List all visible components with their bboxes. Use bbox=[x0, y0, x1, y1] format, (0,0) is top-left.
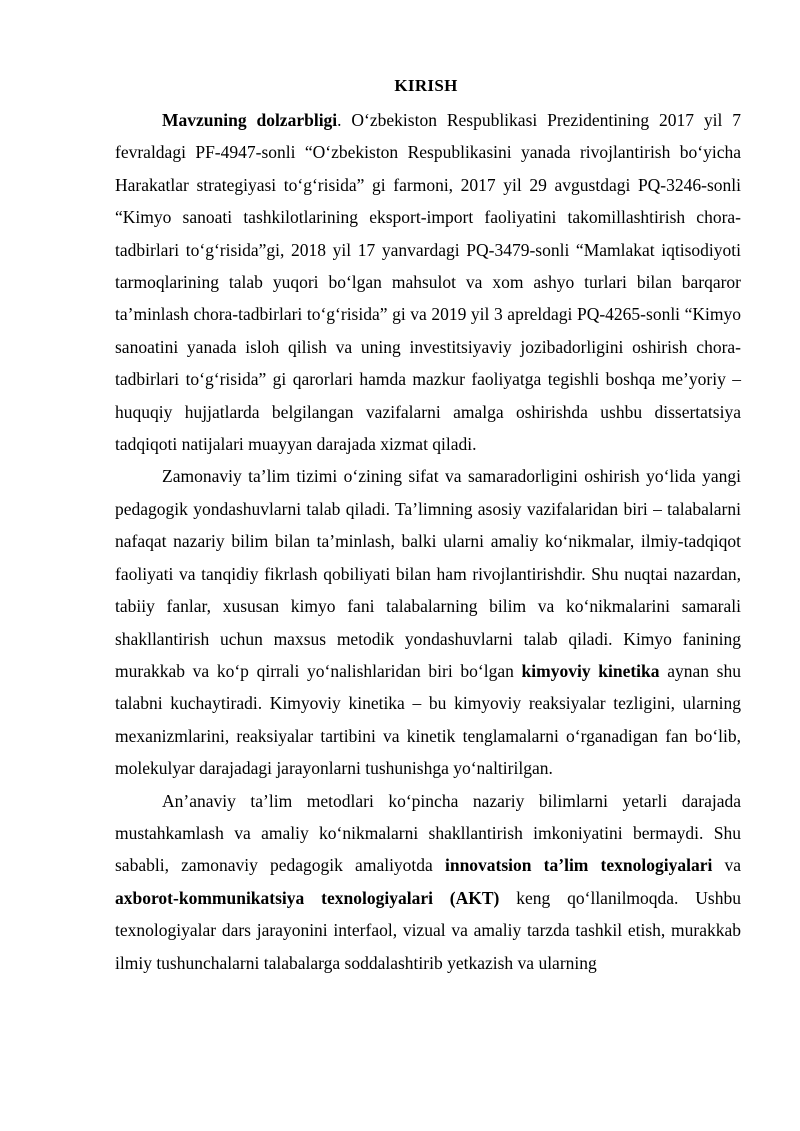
paragraph-text: An’anaviy ta’lim metodlari ko‘pincha nazariy bilimlarni yetarli darajada mustahkamlash va amaliy ko‘nikmalarni shakllantirish imkoniyatini bermaydi. Shu sababli, zamonaviy pedagogik amaliyotda bbox=[115, 790, 741, 876]
relevance-heading: Mavzuning dolzarbligi bbox=[162, 110, 338, 130]
paragraph-text: . O‘zbekiston Respublikasi Prezidentining 2017 yil 7 fevraldagi PF-4947-sonli “O‘zbekiston Respublikasini yanada rivojlantirish bo‘yicha Harakatlar strategiyasi to‘g‘risida” gi farmoni, 2017 yil 29 avgustdagi PQ-3246-sonli “Kimyo sanoati tashkilotlarining eksport-import faoliyatini takomillashtirish chora-tadbirlari to‘g‘risida”gi, 2018 yil 17 yanvardagi PQ-3479-sonli “Mamlakat iqtisodiyoti tarmoqlarining talab yuqori bo‘lgan mahsulot va xom ashyo turlari bilan barqaror ta’minlash chora-tadbirlari to‘g‘risida” gi va 2019 yil 3 apreldagi PQ-4265-sonli “Kimyo sanoatini yanada isloh qilish va uning investitsiyaviy jozibadorligini oshirish chora-tadbirlari to‘g‘risida” gi qarorlari hamda mazkur faoliyatga tegishli boshqa me’yoriy – huquqiy hujjatlarda belgilangan vazifalarni amalga oshirishda ushbu dissertatsiya tadqiqoti natijalari muayyan darajada xizmat qiladi. bbox=[115, 110, 742, 455]
paragraph-text: va bbox=[712, 855, 741, 876]
paragraph-relevance bbox=[115, 104, 741, 460]
bold-term-kinetics: kimyoviy kinetika bbox=[521, 660, 660, 681]
bold-term-innovative-tech: innovatsion ta’lim texnologiyalari bbox=[444, 855, 713, 876]
document-body bbox=[115, 104, 741, 979]
bold-term-ict: axborot-kommunikatsiya texnologiyalari (AKT) bbox=[115, 887, 500, 908]
page-title: KIRISH bbox=[394, 76, 458, 95]
paragraph-modern-education bbox=[115, 460, 741, 784]
paragraph-text: Zamonaviy ta’lim tizimi o‘zining sifat va samaradorligini oshirish yo‘lida yangi pedagogik yondashuvlarni talab qiladi. Ta’limning asosiy vazifalaridan biri – talabalarni nafaqat nazariy bilim bilan ta’minlash, balki ularni amaliy ko‘nikmalar, ilmiy-tadqiqot faoliyati va tanqidiy fikrlash qobiliyati bilan ham rivojlantirishdir. Shu nuqtai nazardan, tabiiy fanlar, xususan kimyo fani talabalarning bilim va ko‘nikmalarini samarali shakllantirish uchun maxsus metodik yondashuvlarni talab qiladi. Kimyo fanining murakkab va ko‘p qirrali yo‘nalishlaridan biri bo‘lgan bbox=[115, 466, 741, 681]
paragraph-text: aynan shu talabni kuchaytiradi. Kimyoviy kinetika – bu kimyoviy reaksiyalar tezligini, ularning mexanizmlarini, reaksiyalar tartibini va kinetik tenglamalarni o‘rganadigan fan bo‘lib, molekulyar darajadagi jarayonlarni tushunishga yo‘naltirilgan. bbox=[115, 660, 741, 779]
paragraph-text: keng qo‘llanilmoqda. Ushbu texnologiyalar dars jarayonini interfaol, vizual va amaliy tarzda tashkil etish, murakkab ilmiy tushunchalarni talabalarga soddalashtirib yetkazish va ularning bbox=[115, 887, 741, 973]
paragraph-traditional-methods bbox=[115, 785, 741, 979]
